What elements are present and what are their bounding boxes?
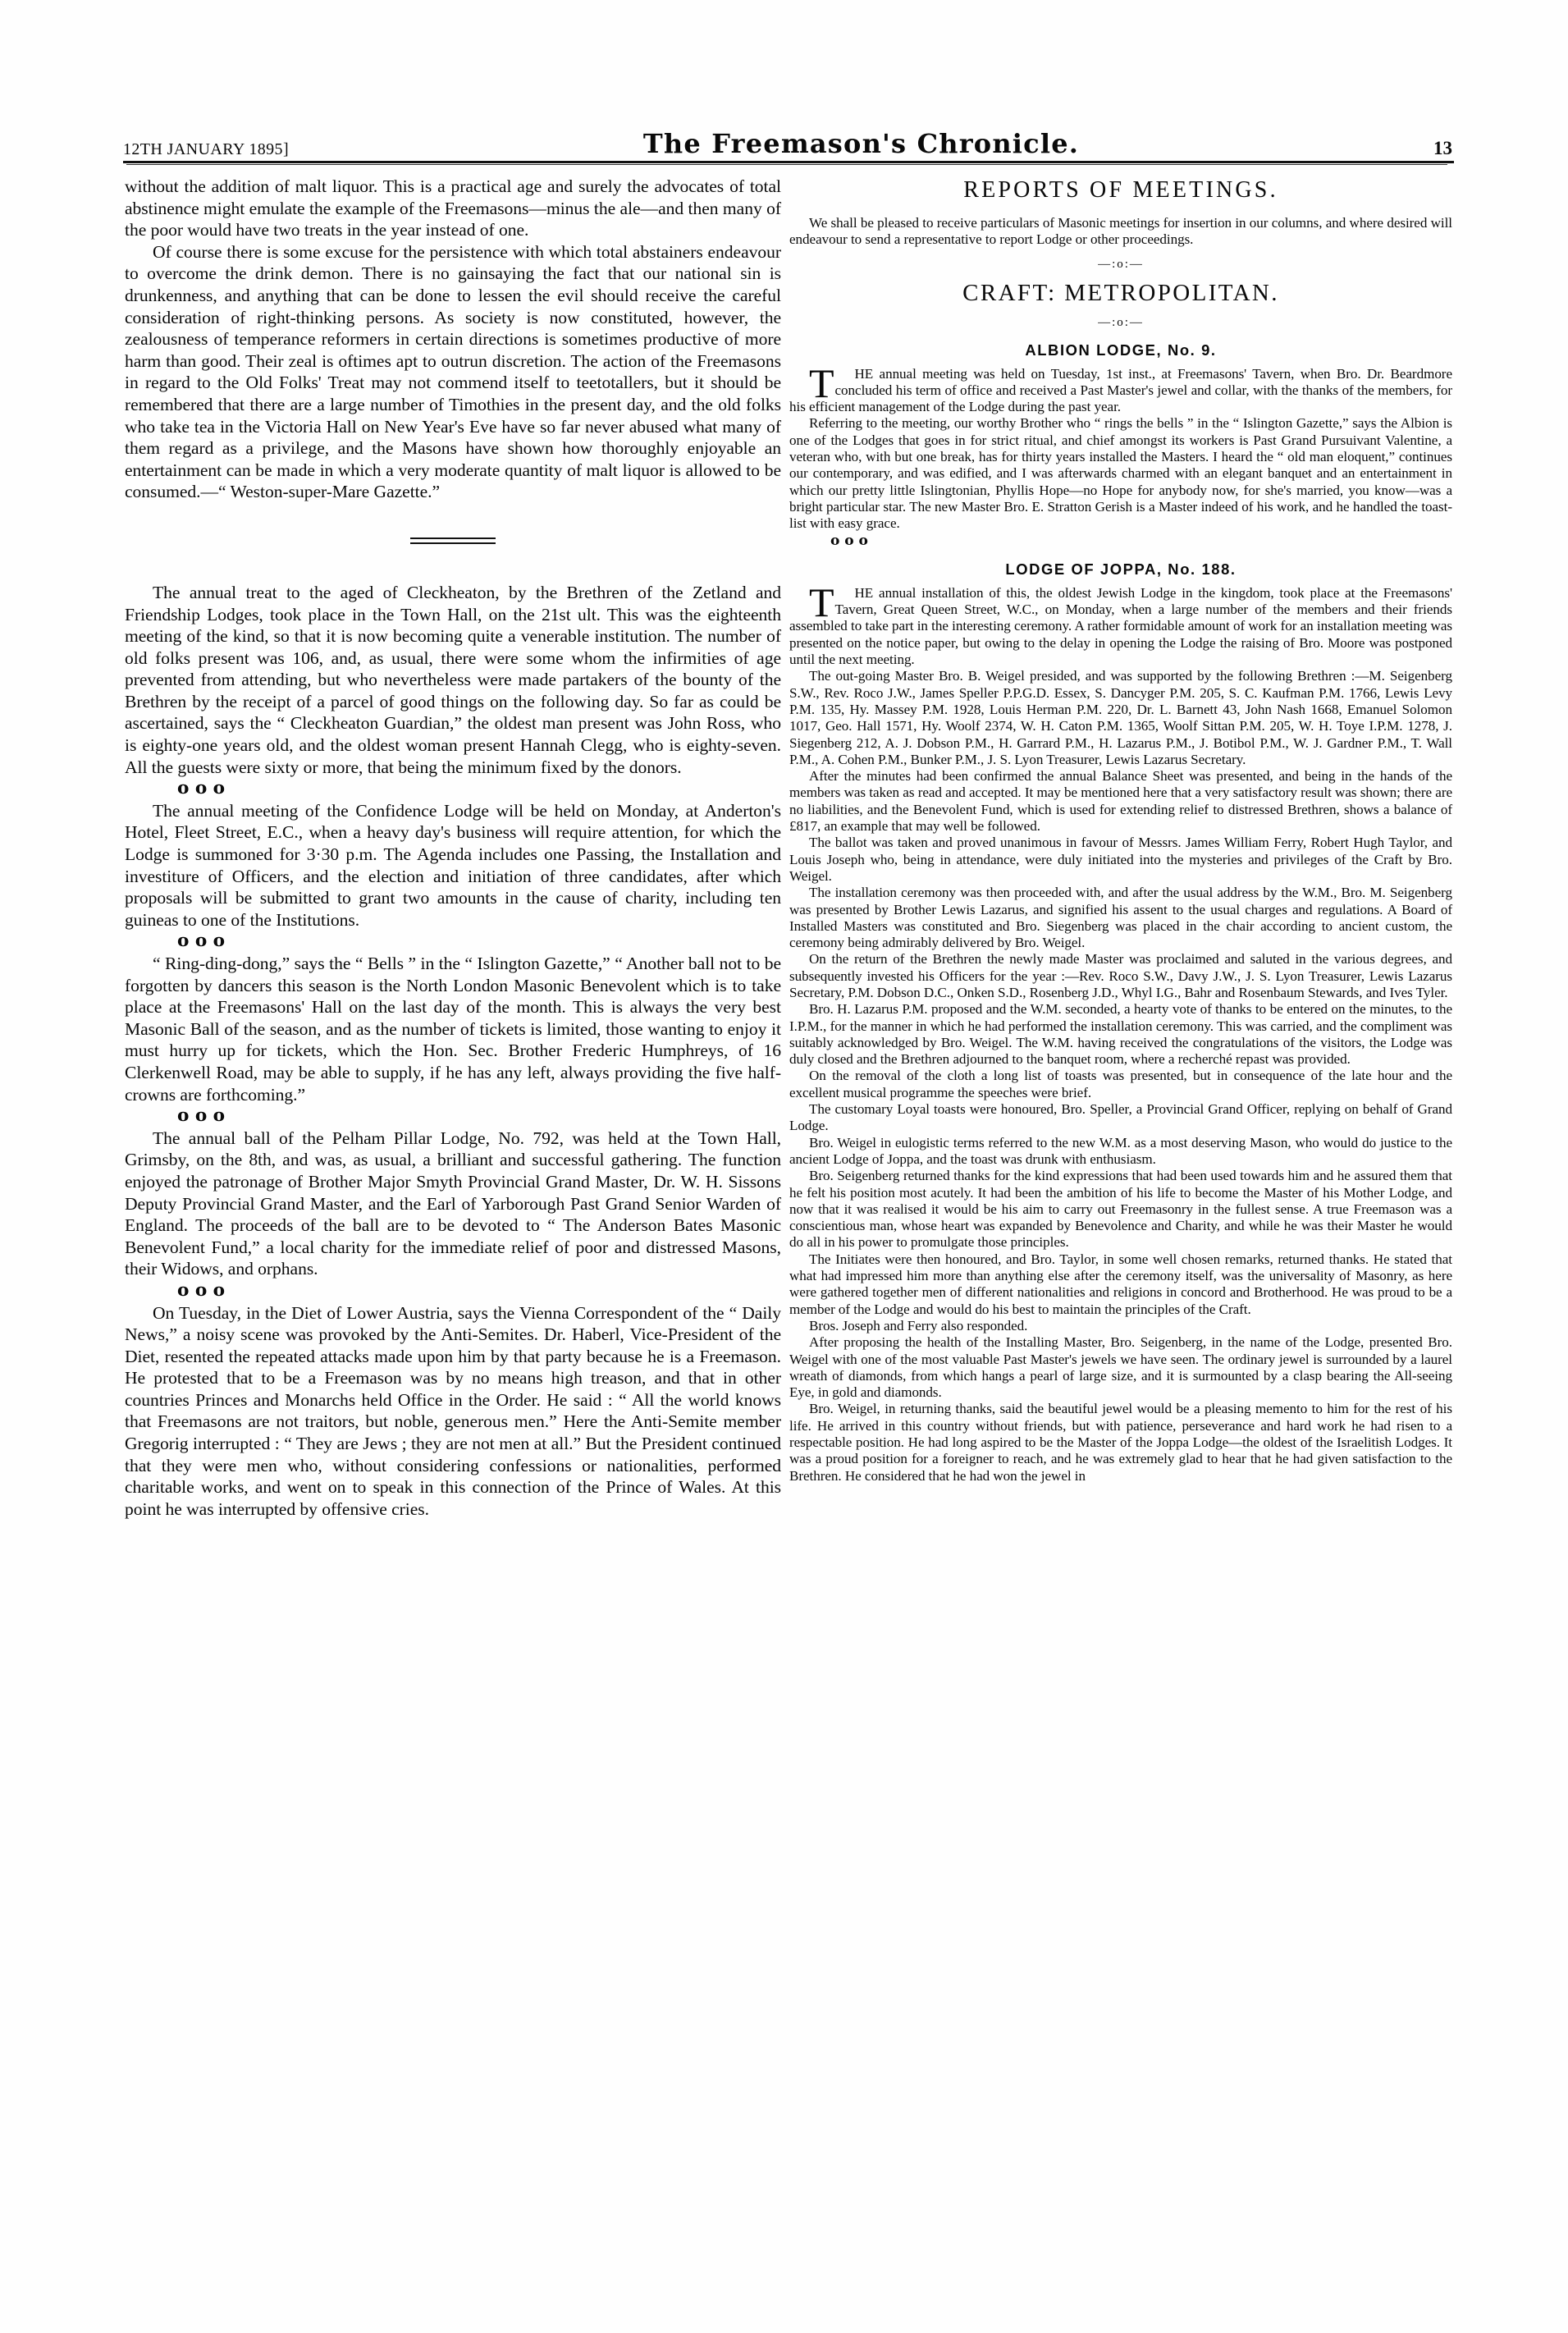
joppa-paragraph-15: Bro. Weigel, in returning thanks, said the beautiful jewel would be a pleasing memento to him for the rest of his life. He arrived in this country without friends, but with patience, perseverance and hard work he had risen to a respectable position. He had long aspired to be the Master of the Joppa Lodge—the oldest of the Israelitish Lodges. It was a proud position for a foreigner to reach, and he was extremely glad to hear that he had given satisfaction to the Brethren. He considered that he had won the jewel in: [789, 1401, 1452, 1484]
paragraph-malt-liquor-continued: without the addition of malt liquor. This is a practical age and surely the advocates of total abstinence might emulate the example of the Freemasons—minus the ale—and then many of the poor would have two treats in the year instead of one.: [125, 176, 781, 240]
dinkus-separator-2: o o o: [177, 931, 225, 952]
section-divider-rule: [410, 538, 496, 544]
joppa-lodge-heading: LODGE OF JOPPA, No. 188.: [1005, 560, 1237, 578]
albion-paragraph-1: [789, 359, 1452, 416]
left-column: [125, 176, 781, 1520]
joppa-paragraph-8: On the removal of the cloth a long list of toasts was presented, but in consequence of the late hour and the excellent musical programme the speeches were brief.: [789, 1068, 1452, 1100]
joppa-paragraph-12: The Initiates were then honoured, and Bro. Taylor, in some well chosen remarks, returned thanks. He stated that what had impressed him more than anything else after the ceremony itself, was the universality of Masonry, as here were gathered together men of different nationalities and religions in concord and Brotherhood. He was proud to be a member of the Lodge and would do his best to maintain the principles of the Craft.: [789, 1251, 1452, 1317]
joppa-paragraph-1: [789, 579, 1452, 668]
ornament-separator-2: —:o:—: [1098, 315, 1144, 329]
reports-of-meetings-heading: REPORTS OF MEETINGS.: [963, 177, 1278, 203]
joppa-paragraph-4: The ballot was taken and proved unanimous in favour of Messrs. James William Ferry, Robert Hugh Taylor, and Louis Joseph who, being in attendance, were duly initiated into the mysteries and privileges of the Craft by Bro. Weigel.: [789, 835, 1452, 884]
reports-intro-paragraph: We shall be pleased to receive particulars of Masonic meetings for insertion in our columns, and where desired will endeavour to send a representative to report Lodge or other proceedings.: [789, 215, 1452, 248]
joppa-paragraph-7: Bro. H. Lazarus P.M. proposed and the W.M. seconded, a hearty vote of thanks to be entered on the minutes, to the I.P.M., for the manner in which he had performed the installation ceremony. This was carried, and the compliment was suitably acknowledged by Bro. Weigel. The W.M. having received the congratulations of the visitors, the Lodge was duly closed and the Brethren adjourned to the banquet room, where a recherché repast was provided.: [789, 1001, 1452, 1068]
paragraph-lower-austria-diet: On Tuesday, in the Diet of Lower Austria, says the Vienna Correspondent of the “ Daily News,” a noisy scene was provoked by the Anti-Semites. Dr. Haberl, Vice-President of the Diet, resented the repeated attacks made upon him by that party because he is a Freemason. He protested that to be a Freemason was by no means high treason, and that in other countries Princes and Monarchs held Office in the Order. He said : “ All the world knows that Freemasons are not traitors, but noble, generous men.” Here the Anti-Semite member Gregorig interrupted : “ They are Jews ; they are not men at all.” But the President continued that they were men who, without considering confessions or nationalities, performed charitable works, and went on to speak in this connection of the Prince of Wales. At this point he was interrupted by offensive cries.: [125, 1302, 781, 1519]
paragraph-cleckheaton-treat: The annual treat to the aged of Cleckheaton, by the Brethren of the Zetland and Friendship Lodges, took place in the Town Hall, on the 21st ult. This was the eighteenth meeting of the kind, so that it is now becoming quite a venerable institution. The number of old folks present was 106, and, as usual, there were some whom the infirmities of age prevented from attending, but who nevertheless were made partakers of the bounty of the Brethren by the receipt of a parcel of good things on the following day. So far as could be ascertained, says the “ Cleckheaton Guardian,” the oldest man present was John Ross, who is eighty-one years old, and the oldest woman present Hannah Clegg, who is eighty-seven. All the guests were sixty or more, that being the minimum fixed by the donors.: [125, 582, 781, 777]
issue-date: 12TH JANUARY 1895]: [123, 140, 290, 158]
joppa-paragraph-13: Bros. Joseph and Ferry also responded.: [809, 1317, 1028, 1333]
albion-paragraph-2: Referring to the meeting, our worthy Brother who “ rings the bells ” in the “ Islington Gazette,” says the Albion is one of the Lodges that goes in for strict ritual, and chief amongst its workers is Past Grand Pursuivant Valentine, a veteran who, with but one break, has for thirty years installed the Masters. I heard the “ old man eloquent,” continues our contemporary, and was edified, and I was afterwards charmed with an elegant banquet and an entertainment in which our pretty little Islingtonian, Phyllis Hope—no Hope for anybody now, for she's married, you know—was a bright particular star. The new Master Bro. E. Stratton Gerish is a Master indeed of his work, and he handled the toast-list with easy grace.: [789, 415, 1452, 532]
dinkus-separator-3: o o o: [177, 1105, 225, 1127]
albion-drop-cap: T: [809, 359, 834, 406]
paragraph-drink-demon: Of course there is some excuse for the persistence with which total abstainers endeavour to overcome the drink demon. There is no gainsaying the fact that our national sin is drunkenness, and anything that can be done to lessen the evil should receive the careful consideration of right-thinking persons. As society is now constituted, however, the zealousness of temperance reformers in certain directions is sometimes productive of more harm than good. Their zeal is oftimes apt to outrun discretion. The action of the Freemasons in regard to the Old Folks' Treat may not commend itself to teetotallers, but it should be remembered that there are a large number of Timothies in the present day, and the old folks who take tea in the Victoria Hall on New Year's Eve have so far never abused what many of them regard as a privilege, and the Masons have shown how thoroughly enjoyable an entertainment can be made in which a very moderate quantity of malt liquor is allowed to be consumed.—“ Weston-super-Mare Gazette.”: [125, 241, 781, 502]
paragraph-ring-ding-dong: “ Ring-ding-dong,” says the “ Bells ” in the “ Islington Gazette,” “ Another ball not to be forgotten by dancers this season is the North London Masonic Benevolent which is to take place at the Freemasons' Hall on the last day of the month. This is always the very best Masonic Ball of the season, and as the number of tickets is limited, those wanting to enjoy it must hurry up for tickets, which the Hon. Sec. Brother Frederic Humphreys, of 16 Clerkenwell Road, may be able to supply, if he has any left, always providing the five half-crowns are forthcoming.”: [125, 954, 781, 1105]
joppa-paragraph-6: On the return of the Brethren the newly made Master was proclaimed and saluted in the various degrees, and subsequently invested his Officers for the year :—Rev. Roco S.W., Davy J.W., J. S. Lyon Treasurer, Lewis Lazarus Secretary, P.M. Dobson D.C., Onken S.D., Rosenberg J.D., Whyl I.G., Bahr and Rosenbaum Stewards, and Ives Tyler.: [789, 951, 1452, 1000]
dinkus-separator-right: o o o: [830, 532, 868, 549]
joppa-paragraph-9: The customary Loyal toasts were honoured, Bro. Speller, a Provincial Grand Officer, replying on behalf of Grand Lodge.: [789, 1101, 1452, 1134]
joppa-paragraph-1-text: HE annual installation of this, the oldest Jewish Lodge in the kingdom, took place at the Freemasons' Tavern, Great Queen Street, W.C., on Monday, when a large number of the members and their friends assembled to take part in the interesting ceremony. A rather formidable amount of work for an installation meeting was presented on the notice paper, but owing to the delay in opening the Lodge the raising of Bro. Moore was postponed until the next meeting.: [789, 584, 1452, 668]
joppa-paragraph-11: Bro. Seigenberg returned thanks for the kind expressions that had been used towards him and he assured them that he felt his position most acutely. It had been the ambition of his life to become the Master of his Mother Lodge, and now that it was realised it would be his aim to carry out Freemasonry in the fullest sense. A true Freemason was a conscientious man, whose heart was expanded by Benevolence and Charity, and while he was their Master he would do all in his power to promulgate those principles.: [789, 1168, 1452, 1251]
publication-title: The Freemason's Chronicle.: [642, 128, 1080, 159]
joppa-paragraph-10: Bro. Weigel in eulogistic terms referred to the new W.M. as a most deserving Mason, who would do justice to the ancient Lodge of Joppa, and the toast was drunk with enthusiasm.: [789, 1134, 1452, 1167]
joppa-paragraph-2: The out-going Master Bro. B. Weigel presided, and was supported by the following Brethren :—M. Seigenberg S.W., Rev. Roco J.W., James Speller P.P.G.D. Essex, S. Dancyger P.M. 205, S. C. Kaufman P.M. 1766, Lewis Levy P.M. 135, Hy. Massey P.M. 1928, Louis Herman P.M. 220, Dr. L. Barnett 43, John Nash 1668, Emanuel Solomon 1017, Geo. Hall 1571, Hy. Woolf 2374, W. H. Caton P.M. 1365, Woolf Sittan P.M. 205, W. H. Toye I.P.M. 1278, J. Siegenberg 212, A. J. Dobson P.M., H. Garrard P.M., H. Lazarus P.M., J. Botibol P.M., W. J. Gardner P.M., T. Wall P.M., A. Cohen P.M., Bunker P.M., J. S. Lyon Treasurer, Lewis Lazarus Secretary.: [789, 668, 1452, 767]
joppa-paragraph-3: After the minutes had been confirmed the annual Balance Sheet was presented, and being in the hands of the members was taken as read and accepted. It may be mentioned here that a very satisfactory result was shown; there are no liabilities, and the Benevolent Fund, which is used for extending relief to distressed Brethren, shows a balance of £817, an example that may well be followed.: [789, 768, 1452, 835]
page-header: [123, 115, 1452, 159]
header-rule: [123, 161, 1454, 163]
paragraph-confidence-lodge: The annual meeting of the Confidence Lodge will be held on Monday, at Anderton's Hotel, Fleet Street, E.C., when a heavy day's business will require attention, for which the Lodge is summoned for 3·30 p.m. The Agenda includes one Passing, the Installation and investiture of Officers, and the election and initiation of three candidates, after which proposals will be submitted to grant two amounts in the cause of charity, including ten guineas to one of the Institutions.: [125, 800, 781, 930]
ornament-separator-1: —:o:—: [1098, 257, 1144, 271]
page-number: 13: [1433, 138, 1452, 158]
joppa-paragraph-5: The installation ceremony was then proceeded with, and after the usual address by the W.M., Bro. M. Seigenberg was presented by Brother Lewis Lazarus, and signified his assent to the usual charges and regulations. A Board of Installed Masters was constituted and Bro. Siegenberg was placed in the chair according to ancient custom, the ceremony being admirably delivered by Bro. Weigel.: [789, 885, 1452, 951]
craft-metropolitan-heading: CRAFT: METROPOLITAN.: [962, 279, 1279, 306]
paragraph-pelham-pillar-ball: The annual ball of the Pelham Pillar Lodge, No. 792, was held at the Town Hall, Grimsby, on the 8th, and was, as usual, a brilliant and successful gathering. The function enjoyed the patronage of Brother Major Smyth Provincial Grand Master, Dr. W. H. Sissons Deputy Provincial Grand Master, and the Earl of Yarborough Past Grand Senior Warden of England. The proceeds of the ball are to be devoted to “ The Anderson Bates Masonic Benevolent Fund,” a local charity for the immediate relief of poor and distressed Masons, their Widows, and orphans.: [125, 1128, 781, 1279]
dinkus-separator-1: o o o: [177, 778, 225, 799]
albion-paragraph-1-text: HE annual meeting was held on Tuesday, 1st inst., at Freemasons' Tavern, when Bro. Dr. Beardmore concluded his term of office and received a Past Master's jewel and collar, with the thanks of the members, for his efficient management of the Lodge during the past year.: [789, 365, 1452, 415]
right-column: [789, 176, 1452, 1484]
albion-lodge-heading: ALBION LODGE, No. 9.: [1025, 341, 1217, 359]
dinkus-separator-4: o o o: [177, 1279, 225, 1301]
joppa-paragraph-14: After proposing the health of the Installing Master, Bro. Seigenberg, in the name of the Lodge, presented Bro. Weigel with one of the most valuable Past Master's jewels we have seen. The ordinary jewel is surrounded by a laurel wreath of diamonds, from which hangs a pearl of large size, and it is surmounted by a clasp bearing the All-seeing Eye, in gold and diamonds.: [789, 1334, 1452, 1401]
joppa-drop-cap: T: [809, 579, 834, 625]
